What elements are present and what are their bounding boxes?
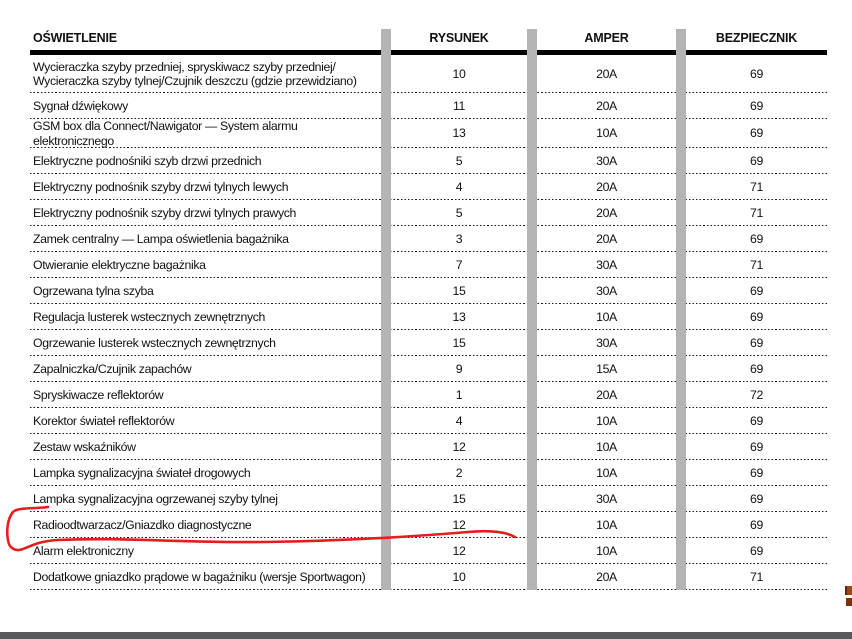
rysunek-value: 13 xyxy=(452,309,466,324)
bezpiecznik-value: 69 xyxy=(750,231,763,246)
bezpiecznik-value: 69 xyxy=(750,66,763,81)
bezpiecznik-value: 69 xyxy=(750,126,763,141)
table-row xyxy=(30,330,827,356)
bezpiecznik-value: 71 xyxy=(750,569,763,584)
rysunek-value: 15 xyxy=(452,283,466,298)
rysunek-value: 11 xyxy=(452,98,466,113)
row-label: Zamek centralny — Lampa oświetlenia bagażnika xyxy=(33,231,289,246)
bezpiecznik-value: 69 xyxy=(750,309,763,324)
amper-value: 30A xyxy=(596,153,617,168)
row-label: Elektryczny podnośnik szyby drzwi tylnych prawych xyxy=(33,205,297,220)
amper-value: 30A xyxy=(596,335,617,350)
table-body xyxy=(30,55,827,590)
row-label: Radioodtwarzacz/Gniazdko diagnostyczne xyxy=(33,517,252,532)
table-row-annotated xyxy=(30,512,827,538)
row-label: Dodatkowe gniazdko prądowe w bagażniku (wersje Sportwagon) xyxy=(33,569,366,584)
page-edge-mark xyxy=(846,598,852,606)
column-header-amper: AMPER xyxy=(584,30,629,45)
bezpiecznik-value: 69 xyxy=(750,283,763,298)
table-row xyxy=(30,93,827,119)
table-row xyxy=(30,356,827,382)
table-row xyxy=(30,119,827,148)
row-label: Zapalniczka/Czujnik zapachów xyxy=(33,361,192,376)
amper-value: 20A xyxy=(596,179,617,194)
bezpiecznik-value: 69 xyxy=(750,335,763,350)
amper-value: 10A xyxy=(596,439,617,454)
column-separator-bar xyxy=(527,29,537,590)
row-label: Wycieraczka szyby przedniej, spryskiwacz szyby przedniej/ Wycieraczka szyby tylnej/Czujnik deszczu (gdzie przewidziano) xyxy=(33,59,357,88)
bezpiecznik-value: 69 xyxy=(750,465,763,480)
rysunek-value: 2 xyxy=(455,465,463,480)
row-label: Alarm elektroniczny xyxy=(33,543,134,558)
table-row xyxy=(30,252,827,278)
amper-value: 30A xyxy=(596,491,617,506)
row-label: Zestaw wskaźników xyxy=(33,439,136,454)
rysunek-value: 3 xyxy=(455,231,463,246)
rysunek-value: 4 xyxy=(455,413,463,428)
page-edge-mark xyxy=(845,586,852,595)
table-row xyxy=(30,226,827,252)
table-row xyxy=(30,408,827,434)
row-label: Spryskiwacze reflektorów xyxy=(33,387,164,402)
rysunek-value: 7 xyxy=(455,257,463,272)
amper-value: 10A xyxy=(596,543,617,558)
bezpiecznik-value: 69 xyxy=(750,439,763,454)
bezpiecznik-value: 72 xyxy=(750,387,763,402)
row-label: Sygnał dźwiękowy xyxy=(33,98,128,113)
row-label: Ogrzewanie lusterek wstecznych zewnętrznych xyxy=(33,335,276,350)
rysunek-value: 12 xyxy=(452,439,466,454)
amper-value: 20A xyxy=(596,66,617,81)
amper-value: 20A xyxy=(596,387,617,402)
rysunek-value: 10 xyxy=(452,66,466,81)
row-label: GSM box dla Connect/Nawigator — System alarmu elektronicznego xyxy=(33,119,298,148)
table-row xyxy=(30,486,827,512)
rysunek-value: 10 xyxy=(452,569,466,584)
row-label: Ogrzewana tylna szyba xyxy=(33,283,154,298)
row-label: Otwieranie elektryczne bagażnika xyxy=(33,257,206,272)
amper-value: 20A xyxy=(596,205,617,220)
amper-value: 20A xyxy=(596,98,617,113)
bezpiecznik-value: 71 xyxy=(750,257,763,272)
amper-value: 15A xyxy=(596,361,617,376)
bezpiecznik-value: 69 xyxy=(750,98,763,113)
column-separator-bar xyxy=(676,29,686,590)
rysunek-value: 12 xyxy=(452,517,466,532)
table-row xyxy=(30,148,827,174)
bezpiecznik-value: 69 xyxy=(750,491,763,506)
row-label: Elektryczne podnośniki szyb drzwi przednich xyxy=(33,153,262,168)
amper-value: 20A xyxy=(596,569,617,584)
bezpiecznik-value: 71 xyxy=(750,179,763,194)
rysunek-value: 9 xyxy=(455,361,463,376)
table-row xyxy=(30,55,827,93)
row-label: Lampka sygnalizacyjna ogrzewanej szyby tylnej xyxy=(33,491,278,506)
rysunek-value: 15 xyxy=(452,335,466,350)
amper-value: 30A xyxy=(596,257,617,272)
table-header-row xyxy=(30,25,827,50)
row-label: Lampka sygnalizacyjna świateł drogowych xyxy=(33,465,251,480)
column-separator-bar xyxy=(381,29,391,590)
row-label: Elektryczny podnośnik szyby drzwi tylnych lewych xyxy=(33,179,289,194)
amper-value: 10A xyxy=(596,309,617,324)
bezpiecznik-value: 69 xyxy=(750,413,763,428)
table-row xyxy=(30,434,827,460)
rysunek-value: 5 xyxy=(455,153,463,168)
footer-bar xyxy=(0,632,852,639)
column-header-rysunek: RYSUNEK xyxy=(429,30,489,45)
table-row xyxy=(30,304,827,330)
table-row xyxy=(30,200,827,226)
column-header-bezpiecznik: BEZPIECZNIK xyxy=(715,30,798,45)
bezpiecznik-value: 69 xyxy=(750,543,763,558)
rysunek-value: 15 xyxy=(452,491,466,506)
amper-value: 10A xyxy=(596,517,617,532)
rysunek-value: 4 xyxy=(455,179,463,194)
rysunek-value: 12 xyxy=(452,543,466,558)
table-row xyxy=(30,278,827,304)
rysunek-value: 13 xyxy=(452,126,466,141)
amper-value: 10A xyxy=(596,413,617,428)
bezpiecznik-value: 69 xyxy=(750,361,763,376)
amper-value: 10A xyxy=(596,126,617,141)
bezpiecznik-value: 69 xyxy=(750,517,763,532)
table-row xyxy=(30,564,827,590)
table-row xyxy=(30,538,827,564)
row-label: Regulacja lusterek wstecznych zewnętrznych xyxy=(33,309,266,324)
table-row xyxy=(30,174,827,200)
bezpiecznik-value: 71 xyxy=(750,205,763,220)
amper-value: 20A xyxy=(596,231,617,246)
row-label: Korektor świateł reflektorów xyxy=(33,413,175,428)
amper-value: 30A xyxy=(596,283,617,298)
rysunek-value: 1 xyxy=(455,387,463,402)
bezpiecznik-value: 69 xyxy=(750,153,763,168)
amper-value: 10A xyxy=(596,465,617,480)
table-row xyxy=(30,460,827,486)
table-row xyxy=(30,382,827,408)
fuse-table xyxy=(30,25,827,590)
rysunek-value: 5 xyxy=(455,205,463,220)
column-header-oswietlenie: OŚWIETLENIE xyxy=(33,30,117,45)
